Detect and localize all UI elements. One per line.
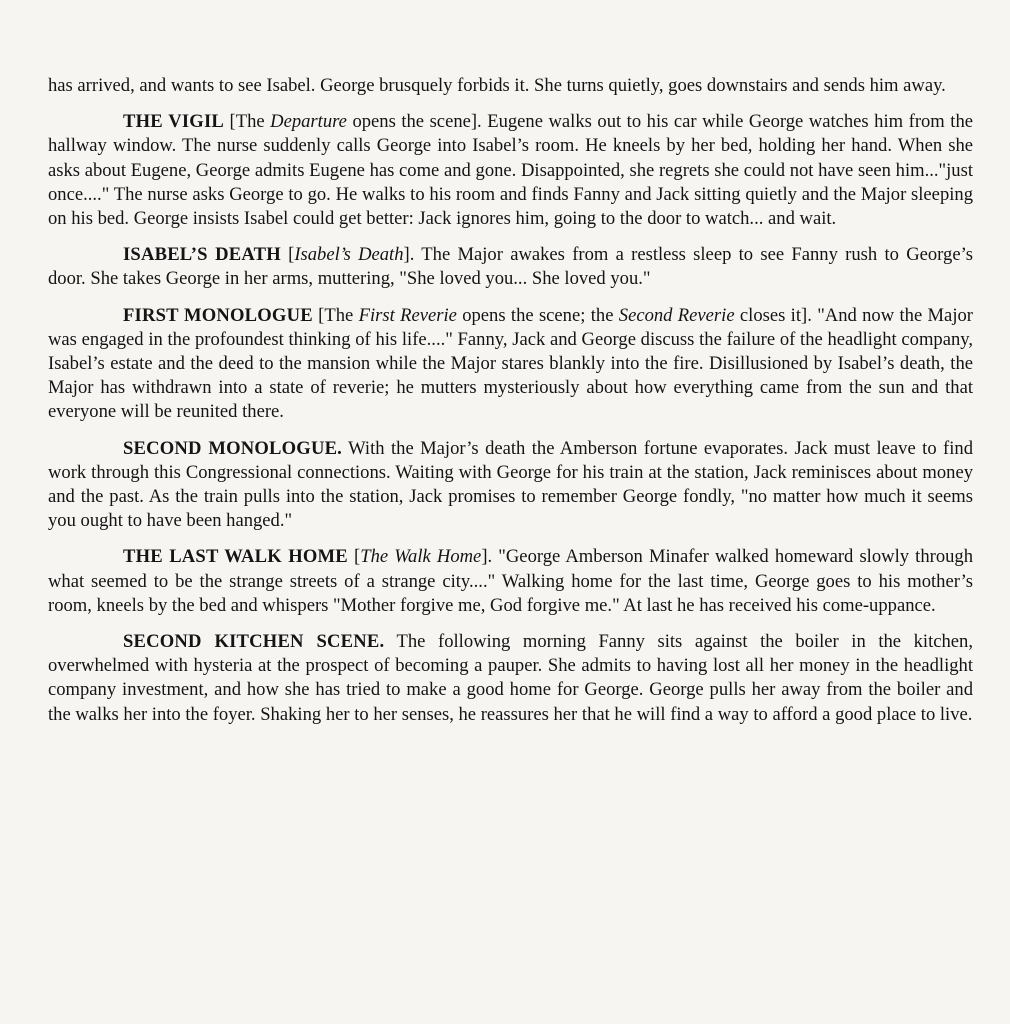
paragraph-text: The Major awakes from a restless sleep to see Fanny rush to George’s door. She takes George in her arms, muttering, "She loved you... She loved you." [48, 244, 973, 290]
note-text: closes it]. [734, 304, 812, 326]
note-text: ]. [403, 244, 415, 266]
paragraph-text: Eugene walks out to his car while George watches him from the hallway window. The nurse suddenly calls George into Isabel’s room. He kneels by her bed, holding her hand. When she asks about Eugene, George admits Eugene has come and gone. Disappointed, she regrets she could not have seen him..."just once...." The nurse asks George to go. He walks to his room and finds Fanny and Jack sitting quietly and the Major sleeping on his bed. George insists Isabel could get better: Jack ignores him, going to the door to watch... and wait. [48, 111, 973, 230]
note-italic-title: Isabel’s Death [294, 244, 404, 266]
section-heading: THE LAST WALK HOME [123, 546, 348, 568]
note-text: ]. [481, 546, 493, 568]
paragraph-the-vigil [48, 110, 973, 231]
note-italic-title: Departure [270, 111, 347, 133]
note-text: opens the scene]. [346, 111, 482, 133]
heading-note [313, 305, 812, 326]
heading-note [348, 546, 492, 567]
heading-note [281, 244, 415, 265]
paragraph-last-walk-home [48, 545, 973, 618]
section-heading: FIRST MONOLOGUE [123, 304, 313, 326]
section-heading: THE VIGIL [123, 111, 225, 133]
paragraph-text: With the Major’s death the Amberson fortune evaporates. Jack must leave to find work through this Congressional connections. Waiting with George for his train at the station, Jack reminisces about money and the past. As the train pulls into the station, Jack promises to remember George fondly, "no matter how much it seems you ought to have been hanged." [48, 437, 973, 532]
paragraph-second-monologue [48, 437, 973, 534]
paragraph-isabels-death [48, 243, 973, 291]
section-heading: SECOND MONOLOGUE. [123, 437, 343, 459]
paragraph-continuation [48, 74, 973, 98]
paragraph-text: The following morning Fanny sits against the boiler in the kitchen, overwhelmed with hysteria at the prospect of becoming a pauper. She admits to having lost all her money in the headlight company investment, and how she has tried to make a good home for George. George pulls her away from the boiler and the walks her into the foyer. Shaking her to her senses, he reassures her that he will find a way to afford a good place to live. [48, 631, 973, 725]
note-italic-title: First Reverie [358, 304, 457, 326]
paragraph-text: "And now the Major was engaged in the profoundest thinking of his life...." Fanny, Jack and George discuss the failure of the headlight company, Isabel’s estate and the deed to the mansion while the Major stares blankly into the fire. Disillusioned by Isabel’s death, the Major has withdrawn into a state of reverie; he mutters mysteriously about how everything came from the sun and that everyone will be reunited there. [48, 304, 973, 423]
paragraph-first-monologue [48, 304, 973, 425]
note-text: [The [224, 111, 271, 133]
section-heading: SECOND KITCHEN SCENE. [123, 631, 385, 653]
note-text: [The [312, 304, 359, 326]
section-heading: ISABEL’S DEATH [123, 244, 281, 266]
paragraph-second-kitchen-scene [48, 630, 973, 727]
heading-note [224, 111, 482, 132]
note-text: opens the scene; the [456, 304, 619, 326]
note-italic-title: Second Reverie [618, 304, 735, 326]
note-italic-title: The Walk Home [360, 546, 482, 568]
note-text: [ [280, 244, 295, 266]
paragraph-text: "George Amberson Minafer walked homeward slowly through what seemed to be the strange streets of a strange city...." Walking home for the last time, George goes to his mother’s room, kneels by the bed and whispers "Mother forgive me, God forgive me." At last he has received his come-uppance. [48, 546, 974, 616]
document-page [48, 74, 973, 739]
note-text: [ [347, 546, 361, 568]
paragraph-text: has arrived, and wants to see Isabel. George brusquely forbids it. She turns quietly, goes downstairs and sends him away. [48, 75, 946, 96]
